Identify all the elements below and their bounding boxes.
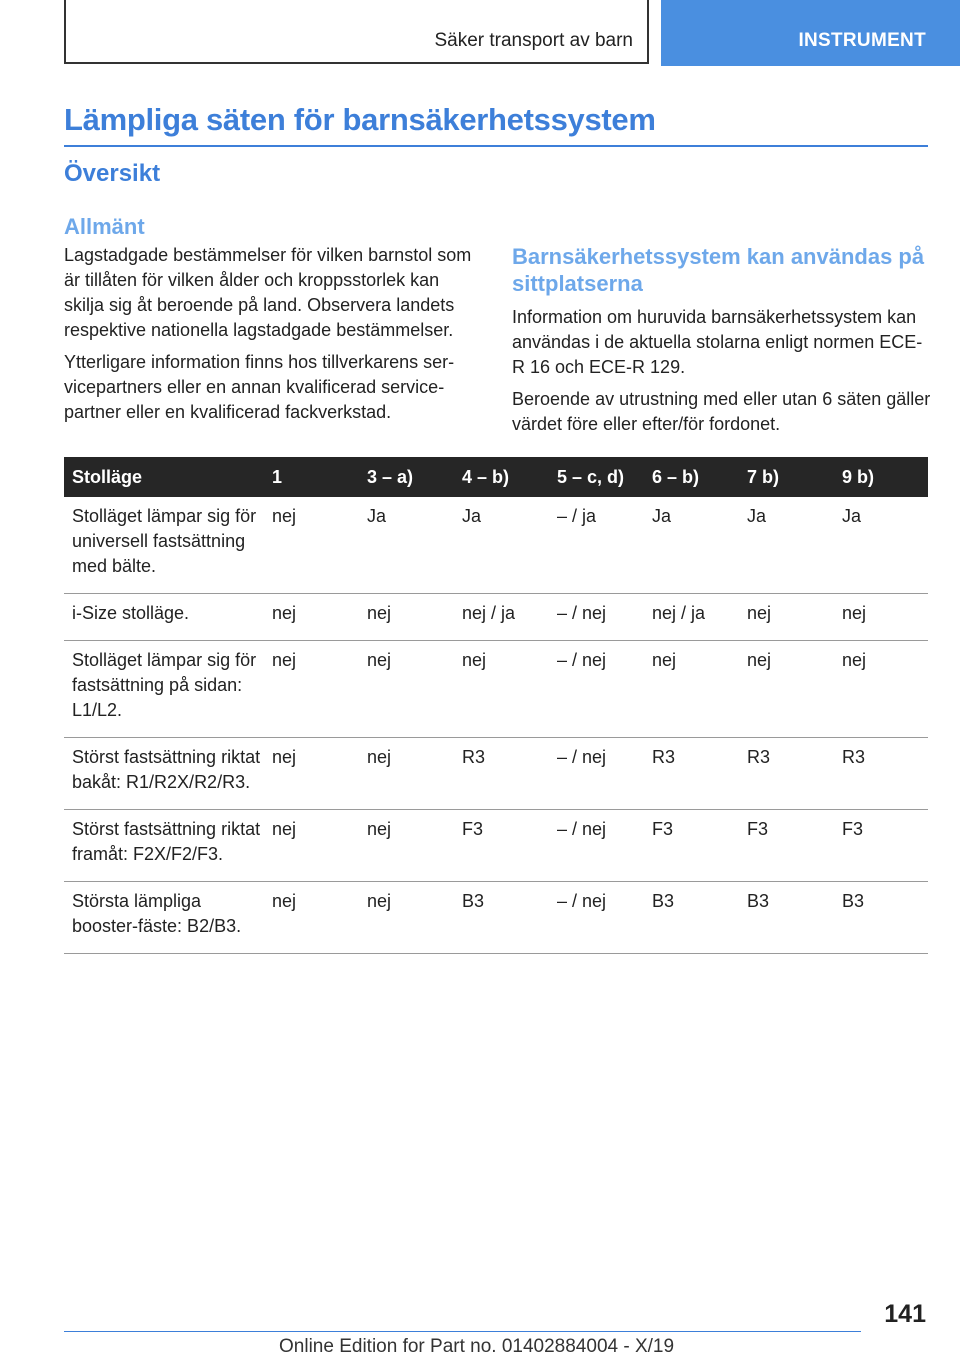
table-cell: R3	[834, 738, 928, 810]
table-cell: nej	[739, 641, 834, 738]
table-cell: Ja	[454, 497, 549, 594]
table-cell: nej	[834, 594, 928, 641]
header-section-title: Säker transport av barn	[434, 30, 633, 51]
table-row-label: i-Size stolläge.	[64, 594, 264, 641]
table-cell: – / nej	[549, 738, 644, 810]
seat-suitability-table	[64, 457, 928, 954]
table-cell: nej	[359, 810, 454, 882]
table-header-cell: Stolläge	[64, 457, 264, 497]
table-row-label: Stolläget lämpar sig för fastsättning på sidan: L1/L2.	[64, 641, 264, 738]
table-row-label: Störst fastsättning riktat framåt: F2X/F2/F3.	[64, 810, 264, 882]
table-header-cell: 5 – c, d)	[549, 457, 644, 497]
table-row-label: Största lämpliga booster-fäste: B2/B3.	[64, 882, 264, 954]
table-header-cell: 4 – b)	[454, 457, 549, 497]
table-cell: nej	[359, 641, 454, 738]
table-cell: B3	[644, 882, 739, 954]
table-cell: nej	[264, 738, 359, 810]
table-cell: – / nej	[549, 641, 644, 738]
table-header-cell: 7 b)	[739, 457, 834, 497]
table-row	[64, 882, 928, 954]
table-cell: Ja	[359, 497, 454, 594]
right-paragraph-2: Beroende av utrustning med eller utan 6 säten gäller värdet före eller efter/för fordonet.	[512, 389, 931, 434]
table-cell: R3	[454, 738, 549, 810]
page-number: 141	[884, 1300, 926, 1328]
table-cell: Ja	[644, 497, 739, 594]
left-column	[64, 243, 482, 432]
table-cell: – / nej	[549, 594, 644, 641]
right-column	[512, 305, 932, 444]
right-paragraph-1: Information om huruvida barnsäkerhetssystem kan användas i de aktuella stolarna enligt normen ECE-R 16 och ECE-R 129.	[512, 307, 923, 377]
left-paragraph-2: Ytterligare information finns hos tillverkarens servicepartners eller en annan kvalificerad servicepartner eller en kvalificerad fackverkstad.	[64, 352, 455, 422]
table-cell: B3	[834, 882, 928, 954]
table-cell: F3	[834, 810, 928, 882]
table-cell: nej	[834, 641, 928, 738]
table-cell: nej	[359, 594, 454, 641]
header-chapter-title: INSTRUMENT	[798, 30, 926, 51]
table-cell: R3	[644, 738, 739, 810]
header-chapter-tab	[661, 0, 960, 66]
table-row-label: Störst fastsättning riktat bakåt: R1/R2X/R2/R3.	[64, 738, 264, 810]
table-cell: F3	[739, 810, 834, 882]
header-section-box	[64, 0, 649, 64]
table-cell: B3	[454, 882, 549, 954]
section-subtitle: Översikt	[64, 160, 161, 187]
table-header-row	[64, 457, 928, 497]
footer-divider	[64, 1331, 861, 1332]
left-paragraph-1: Lagstadgade bestämmelser för vilken barnstol som är tillåten för vilken ålder och kroppsstorlek kan skilja sig åt beroende på land. Observera landets respektive nationella lagstadgade bestämmelser.	[64, 245, 472, 340]
table-cell: nej / ja	[644, 594, 739, 641]
left-heading: Allmänt	[64, 214, 145, 239]
table-cell: – / nej	[549, 882, 644, 954]
table-header-cell: 6 – b)	[644, 457, 739, 497]
right-heading: Barnsäkerhetssystem kan användas på sittplatserna	[512, 244, 925, 296]
table-cell: nej	[454, 641, 549, 738]
table-cell: nej / ja	[454, 594, 549, 641]
table-cell: nej	[264, 882, 359, 954]
table-cell: Ja	[739, 497, 834, 594]
table-cell: B3	[739, 882, 834, 954]
table-row	[64, 641, 928, 738]
table-row	[64, 497, 928, 594]
table-header-cell: 9 b)	[834, 457, 928, 497]
table-cell: – / ja	[549, 497, 644, 594]
table-cell: F3	[454, 810, 549, 882]
table-row-label: Stolläget lämpar sig för universell fastsättning med bälte.	[64, 497, 264, 594]
table-cell: – / nej	[549, 810, 644, 882]
table-cell: nej	[359, 882, 454, 954]
table-cell: nej	[264, 497, 359, 594]
table-row	[64, 594, 928, 641]
table-header-cell: 1	[264, 457, 359, 497]
table-cell: nej	[359, 738, 454, 810]
table-cell: nej	[644, 641, 739, 738]
table-header-cell: 3 – a)	[359, 457, 454, 497]
table-row	[64, 810, 928, 882]
table-cell: R3	[739, 738, 834, 810]
table-cell: nej	[264, 810, 359, 882]
table-cell: nej	[264, 594, 359, 641]
footer-edition: Online Edition for Part no. 01402884004 - X/19	[279, 1336, 675, 1357]
table-cell: F3	[644, 810, 739, 882]
table-cell: nej	[264, 641, 359, 738]
table-cell: nej	[739, 594, 834, 641]
page-title: Lämpliga säten för barnsäkerhetssystem	[64, 102, 656, 137]
table-row	[64, 738, 928, 810]
title-divider	[64, 145, 928, 147]
table-cell: Ja	[834, 497, 928, 594]
